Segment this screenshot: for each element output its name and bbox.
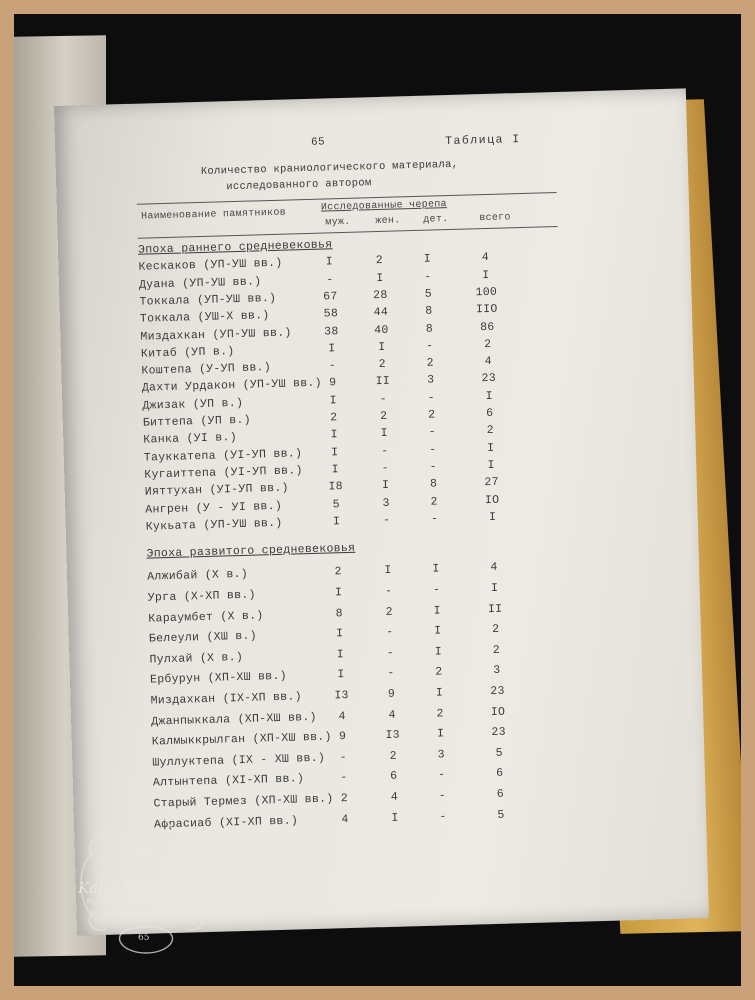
- count-female: II: [375, 375, 391, 389]
- section-title: Эпоха развитого средневековья: [146, 541, 356, 561]
- count-female: 4: [388, 708, 396, 722]
- count-total: 6: [496, 787, 505, 801]
- count-child: -: [428, 443, 437, 457]
- count-female: I: [376, 271, 384, 285]
- count-female: -: [379, 392, 388, 406]
- count-male: I: [337, 668, 345, 682]
- count-male: I8: [328, 480, 344, 494]
- count-male: I: [336, 647, 345, 662]
- count-male: 5: [332, 497, 341, 511]
- count-child: 2: [430, 494, 438, 509]
- count-child: -: [430, 512, 439, 526]
- count-male: 58: [323, 307, 339, 321]
- count-female: -: [380, 444, 389, 458]
- count-total: 23: [490, 684, 505, 699]
- count-female: -: [387, 667, 395, 681]
- table-header-rule: [138, 226, 558, 239]
- count-total: I: [486, 441, 495, 455]
- monument-name: Биттепа (УП в.): [142, 413, 252, 430]
- count-male: 67: [323, 290, 338, 304]
- header-col-child: дет.: [423, 214, 449, 226]
- count-total: I: [490, 581, 499, 595]
- count-female: 40: [373, 323, 389, 337]
- count-female: 2: [389, 749, 398, 763]
- monument-name: Ияттухан (УI-УП вв.): [144, 481, 289, 499]
- watermark-monogram: KM: [138, 848, 154, 858]
- count-child: 8: [429, 477, 438, 491]
- count-child: 2: [436, 706, 444, 721]
- count-child: I: [436, 727, 445, 741]
- count-total: IO: [484, 493, 500, 507]
- count-male: I: [336, 627, 344, 641]
- count-total: 4: [481, 251, 490, 265]
- count-female: 44: [373, 305, 389, 320]
- count-female: -: [382, 513, 391, 527]
- count-female: I3: [385, 728, 401, 743]
- count-child: -: [426, 339, 434, 353]
- monument-name: Калмыккрылган (ХП-ХШ вв.): [151, 730, 332, 749]
- count-male: -: [326, 272, 334, 287]
- count-male: 8: [335, 606, 344, 620]
- monument-name: Алтынтепа (ХI-ХП вв.): [152, 772, 305, 790]
- count-male: 4: [341, 812, 349, 826]
- count-child: 2: [435, 665, 443, 679]
- count-child: I: [434, 645, 443, 659]
- monument-name: Токкала (УШ-Х вв.): [139, 309, 270, 326]
- count-total: 4: [490, 561, 498, 575]
- count-total: 2: [492, 622, 500, 637]
- count-child: I: [432, 562, 440, 577]
- count-child: 2: [426, 356, 435, 370]
- count-total: 23: [491, 725, 507, 740]
- count-child: -: [438, 789, 447, 803]
- monument-name: Канка (УI в.): [143, 431, 238, 447]
- count-female: 4: [390, 790, 399, 804]
- count-male: I: [330, 445, 339, 459]
- count-female: I: [381, 478, 390, 493]
- count-male: I: [334, 586, 343, 600]
- count-child: -: [432, 583, 441, 597]
- count-female: I: [380, 427, 389, 441]
- count-female: -: [384, 584, 393, 598]
- monument-name: Токкала (УП-УШ вв.): [139, 291, 277, 309]
- header-name-column: Наименование памятников: [140, 207, 287, 223]
- count-total: I: [482, 268, 490, 282]
- table-subtitle-line1: Количество краниологического материала,: [200, 158, 459, 178]
- monument-name: Ангрен (У - УI вв.): [145, 499, 283, 517]
- header-group-label: Исследованные черепа: [320, 199, 448, 214]
- monument-name: Ургa (Х-ХП вв.): [147, 588, 256, 605]
- monument-name: Джанпыккала (ХП-ХШ вв.): [151, 710, 317, 729]
- count-female: 2: [375, 254, 384, 268]
- count-child: 8: [425, 322, 434, 336]
- monument-name: Ербурун (ХП-ХШ вв.): [149, 670, 288, 687]
- count-total: 23: [481, 372, 497, 386]
- count-male: 2: [340, 792, 349, 806]
- count-female: 2: [380, 409, 388, 424]
- watermark-logo: [66, 809, 226, 959]
- monument-name: Миздахкан (IХ-ХП вв.): [150, 690, 303, 708]
- count-total: 6: [496, 767, 504, 781]
- count-female: I: [378, 340, 386, 354]
- count-male: -: [339, 750, 348, 765]
- count-child: -: [439, 809, 447, 824]
- count-total: IO: [490, 705, 506, 719]
- monument-name: Китаб (УП в.): [140, 344, 235, 361]
- count-child: 8: [425, 304, 433, 318]
- count-total: 4: [484, 354, 493, 369]
- count-female: 6: [390, 770, 398, 784]
- count-male: 2: [334, 565, 342, 579]
- monument-name: Афрасиаб (ХI-ХП вв.): [153, 814, 299, 832]
- count-child: -: [428, 425, 437, 439]
- count-female: 9: [387, 687, 396, 701]
- count-male: I3: [334, 689, 349, 703]
- table-title: Таблица I: [444, 132, 521, 149]
- count-child: I: [433, 603, 442, 618]
- count-total: I: [487, 458, 495, 472]
- count-female: 2: [378, 357, 387, 372]
- count-male: 4: [338, 709, 346, 723]
- count-female: I: [384, 564, 392, 578]
- count-total: 2: [486, 424, 495, 438]
- watermark-brand: Kalia Market.com: [78, 879, 214, 897]
- count-total: 2: [492, 643, 501, 657]
- count-total: 27: [484, 475, 500, 490]
- count-child: I: [435, 686, 444, 700]
- watermark-number: 65: [138, 933, 150, 943]
- header-col-female: жен.: [375, 215, 401, 228]
- count-male: I: [329, 393, 338, 408]
- count-female: -: [386, 625, 394, 640]
- table-subtitle-line2: исследованного автором: [226, 177, 372, 194]
- count-child: I: [434, 624, 442, 638]
- count-total: 5: [495, 746, 504, 760]
- count-total: 6: [485, 406, 494, 421]
- monument-name: Коштепа (У-УП вв.): [141, 361, 272, 378]
- count-total: I: [488, 510, 497, 524]
- monument-name: Кескаков (УП-УШ вв.): [138, 256, 283, 274]
- monument-name: Дахти Урдакон (УП-УШ вв.): [141, 377, 323, 396]
- count-child: 5: [424, 287, 433, 301]
- count-total: I: [485, 389, 494, 403]
- count-child: 2: [427, 408, 436, 422]
- monument-name: Дуана (УП-УШ вв.): [138, 274, 262, 292]
- count-male: I: [332, 514, 341, 529]
- count-total: 100: [475, 285, 498, 300]
- count-total: 5: [497, 808, 505, 822]
- count-male: I: [331, 463, 340, 477]
- monument-name: Алжибай (Х в.): [147, 568, 249, 584]
- count-total: 86: [479, 320, 495, 334]
- monument-name: Старый Термез (ХП-ХШ вв.): [153, 792, 334, 811]
- monument-name: Пулхай (Х в.): [149, 650, 244, 667]
- count-total: II: [487, 602, 503, 616]
- header-col-total: всего: [479, 212, 511, 225]
- count-female: -: [386, 646, 395, 660]
- count-child: -: [427, 391, 436, 405]
- header-col-male: муж.: [325, 216, 351, 229]
- monument-name: Тауккатепа (УI-УП вв.): [143, 446, 303, 465]
- count-male: 2: [330, 411, 338, 425]
- count-male: I: [330, 428, 339, 442]
- monument-name: Миздахкан (УП-УШ вв.): [140, 325, 292, 344]
- count-total: IIO: [475, 302, 498, 317]
- count-female: 2: [385, 605, 394, 619]
- count-child: -: [438, 768, 446, 782]
- count-male: -: [340, 771, 348, 785]
- monument-name: Шуллуктепа (IХ - ХШ вв.): [152, 751, 326, 770]
- photo-background: [14, 14, 741, 986]
- count-child: -: [429, 460, 437, 474]
- section-title: Эпоха раннего средневековья: [137, 238, 333, 257]
- monument-name: Караумбет (Х в.): [148, 608, 264, 626]
- count-female: -: [381, 461, 390, 475]
- count-total: 2: [484, 337, 492, 351]
- count-child: -: [424, 270, 432, 284]
- page-number: 65: [310, 136, 326, 149]
- count-female: 28: [373, 288, 388, 303]
- count-female: 3: [382, 496, 390, 510]
- count-male: 9: [329, 376, 337, 390]
- count-male: 38: [324, 324, 339, 339]
- monument-name: Кугаиттепа (УI-УП вв.): [144, 464, 303, 482]
- count-male: I: [328, 342, 336, 356]
- monument-name: Кукьата (УП-УШ вв.): [145, 516, 283, 534]
- count-male: 9: [338, 730, 347, 744]
- count-total: 3: [493, 664, 501, 678]
- monument-name: Белеули (ХШ в.): [148, 629, 258, 646]
- count-child: 3: [437, 748, 446, 762]
- monument-name: Джизак (УП в.): [142, 396, 244, 413]
- count-child: I: [423, 252, 432, 267]
- watermark-tagline: ИСТОРИЧЕСКОЕ КАК ЗНАНИЕ ВЕЧНО: [86, 899, 217, 905]
- count-male: -: [328, 359, 337, 373]
- count-child: 3: [427, 373, 435, 388]
- count-female: I: [391, 811, 399, 825]
- count-male: I: [325, 255, 334, 269]
